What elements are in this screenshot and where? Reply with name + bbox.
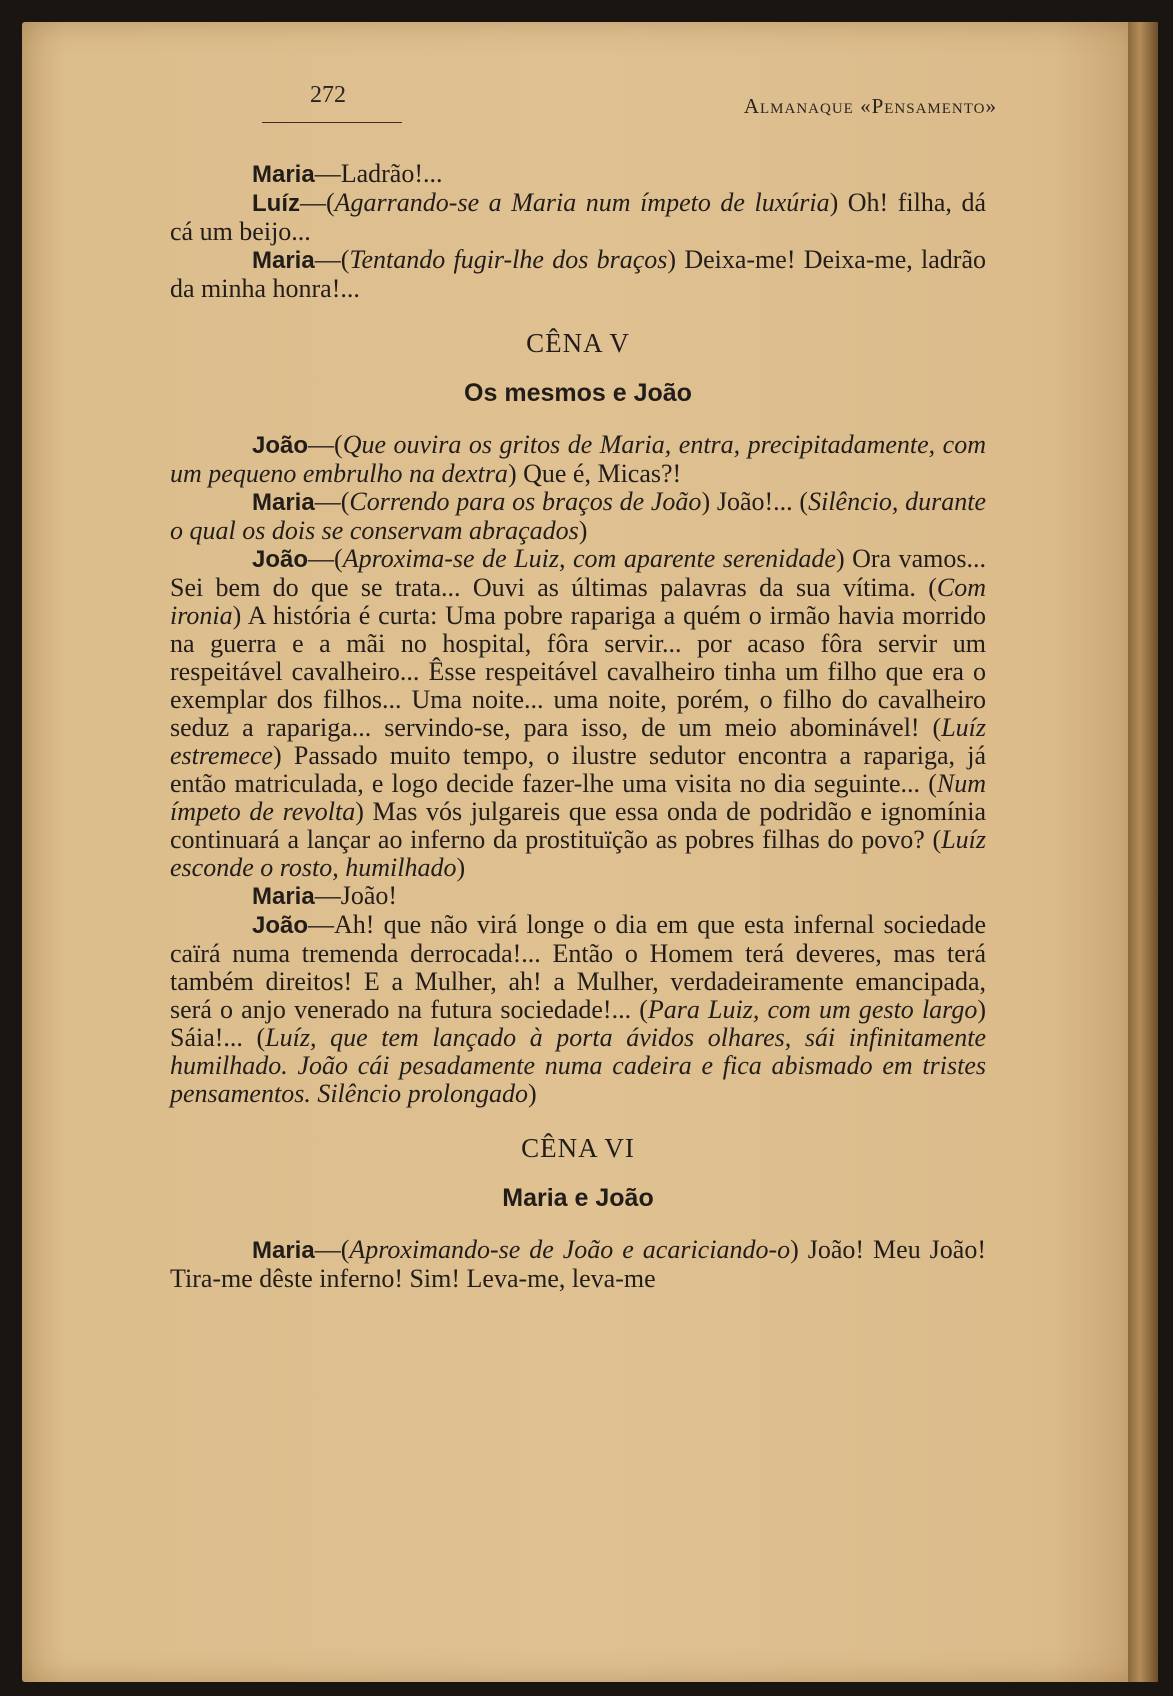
- speaker-name: João: [252, 912, 309, 939]
- stage-direction: Luíz, que tem lançado à porta ávidos olhares, sái infinitamente humilhado. João cái pesadamente numa cadeira e fica abismado em tristes pensamentos. Silêncio prolongado: [170, 1023, 986, 1108]
- dialogue-text: —(: [314, 487, 350, 516]
- dialogue-text: —(: [308, 430, 343, 459]
- dialogue-line: [170, 160, 986, 189]
- dialogue-text: ): [456, 853, 466, 882]
- dialogue-text: —(: [314, 1235, 350, 1264]
- speaker-name: Maria: [252, 1237, 315, 1264]
- speaker-name: Maria: [252, 247, 315, 274]
- dialogue-line: [170, 246, 986, 303]
- dialogue-text: ) A história é curta: Uma pobre rapariga a quém o irmão havia morrido na guerra e a mãi no hospital, fôra servir... por acaso fôra servir um respeitável cavalheiro... Êsse respeitável cavalheiro tinha um filho que era o exemplar dos filhos... Uma noite... uma noite, porém, o filho do cavalheiro seduz a rapariga... servindo-se, para isso, de um meio abominável! (: [170, 601, 986, 742]
- dialogue-text: ): [578, 516, 588, 545]
- dialogue-text: ) Deixa-me! Deixa-me, ladrão da minha honra!...: [170, 245, 986, 303]
- stage-direction: Tentando fugir-lhe dos braços: [349, 245, 668, 274]
- stage-direction: Num ímpeto de revolta: [170, 769, 986, 826]
- stage-direction: Luíz estremece: [170, 713, 986, 770]
- speaker-name: Maria: [252, 489, 315, 516]
- dialogue-text: ) Passado muito tempo, o ilustre sedutor encontra a rapariga, já então matriculada, e logo decide fazer-lhe uma visita no dia seguinte... (: [170, 741, 986, 798]
- stage-direction: Que ouvira os gritos de Maria, entra, precipitadamente, com um pequeno embrulho na dextra: [170, 430, 986, 488]
- dialogue-text: —Ah! que não virá longe o dia em que esta infernal sociedade caïrá numa tremenda derrocada!... Então o Homem terá deveres, mas terá também direitos! E a Mulher, ah! a Mulher, verdadeiramente emancipada, será o anjo venerado na futura sociedade!... (: [170, 910, 986, 1024]
- stage-direction: Aproximando-se de João e acariciando-o: [349, 1235, 791, 1264]
- scene-heading: CÊNA V: [526, 328, 630, 358]
- speaker-name: Maria: [252, 161, 315, 188]
- running-title: Almanaque «Pensamento»: [743, 94, 997, 118]
- dialogue-text: —(: [300, 188, 335, 217]
- dialogue-line: [170, 1236, 986, 1293]
- speaker-name: Maria: [252, 883, 315, 910]
- dialogue-text: ) João!... (: [701, 487, 809, 516]
- stage-direction: Aproxima-se de Luiz, com aparente serenidade: [342, 544, 836, 573]
- dialogue-line: [170, 431, 986, 488]
- scene-heading: CÊNA VI: [521, 1133, 635, 1163]
- dialogue-text: ) João! Meu João! Tira-me dêste inferno! Sim! Leva-me, leva-me: [170, 1235, 986, 1293]
- dialogue-line: [170, 911, 986, 1108]
- page-number: 272: [310, 82, 346, 108]
- stage-direction: Silêncio, durante o qual os dois se conservam abraçados: [170, 487, 986, 545]
- dialogue-text: —(: [308, 544, 343, 573]
- dialogue-text: —Ladrão!...: [314, 159, 443, 188]
- header-rule: [262, 122, 402, 123]
- dialogue-text: ) Sáia!... (: [170, 995, 986, 1052]
- dialogue-text: —João!: [314, 881, 398, 910]
- stage-direction: Correndo para os braços de João: [349, 487, 702, 516]
- speaker-name: João: [252, 546, 309, 573]
- page-edge: [1128, 22, 1158, 1682]
- speaker-name: Luíz: [252, 190, 300, 217]
- dialogue-line: [170, 545, 986, 882]
- dialogue-text: ) Ora vamos... Sei bem do que se trata... Ouvi as últimas palavras da sua vítima. (: [170, 544, 987, 602]
- dialogue-line: [170, 189, 986, 246]
- stage-direction: Agarrando-se a Maria num ímpeto de luxúria: [334, 188, 830, 217]
- page-content: [170, 160, 986, 1293]
- speaker-name: João: [252, 432, 309, 459]
- dialogue-text: ) Que é, Micas?!: [507, 459, 682, 488]
- stage-direction: Luíz esconde o rosto, humilhado: [170, 825, 986, 882]
- dialogue-text: ): [527, 1079, 537, 1108]
- dialogue-text: ) Mas vós julgareis que essa onda de podridão e ignomínia continuará a lançar ao inferno da prostituïção as pobres filhas do povo? (: [170, 797, 986, 854]
- stage-direction: Para Luiz, com um gesto largo: [647, 995, 978, 1024]
- dialogue-text: —(: [314, 245, 350, 274]
- dialogue-line: [170, 882, 986, 911]
- scene-title: Maria e João: [502, 1184, 654, 1212]
- dialogue-text: ) Oh! filha, dá cá um beijo...: [170, 188, 986, 246]
- scene-title: Os mesmos e João: [464, 379, 692, 407]
- dialogue-line: [170, 488, 986, 545]
- page-header: [262, 82, 997, 124]
- stage-direction: Com ironia: [170, 573, 986, 630]
